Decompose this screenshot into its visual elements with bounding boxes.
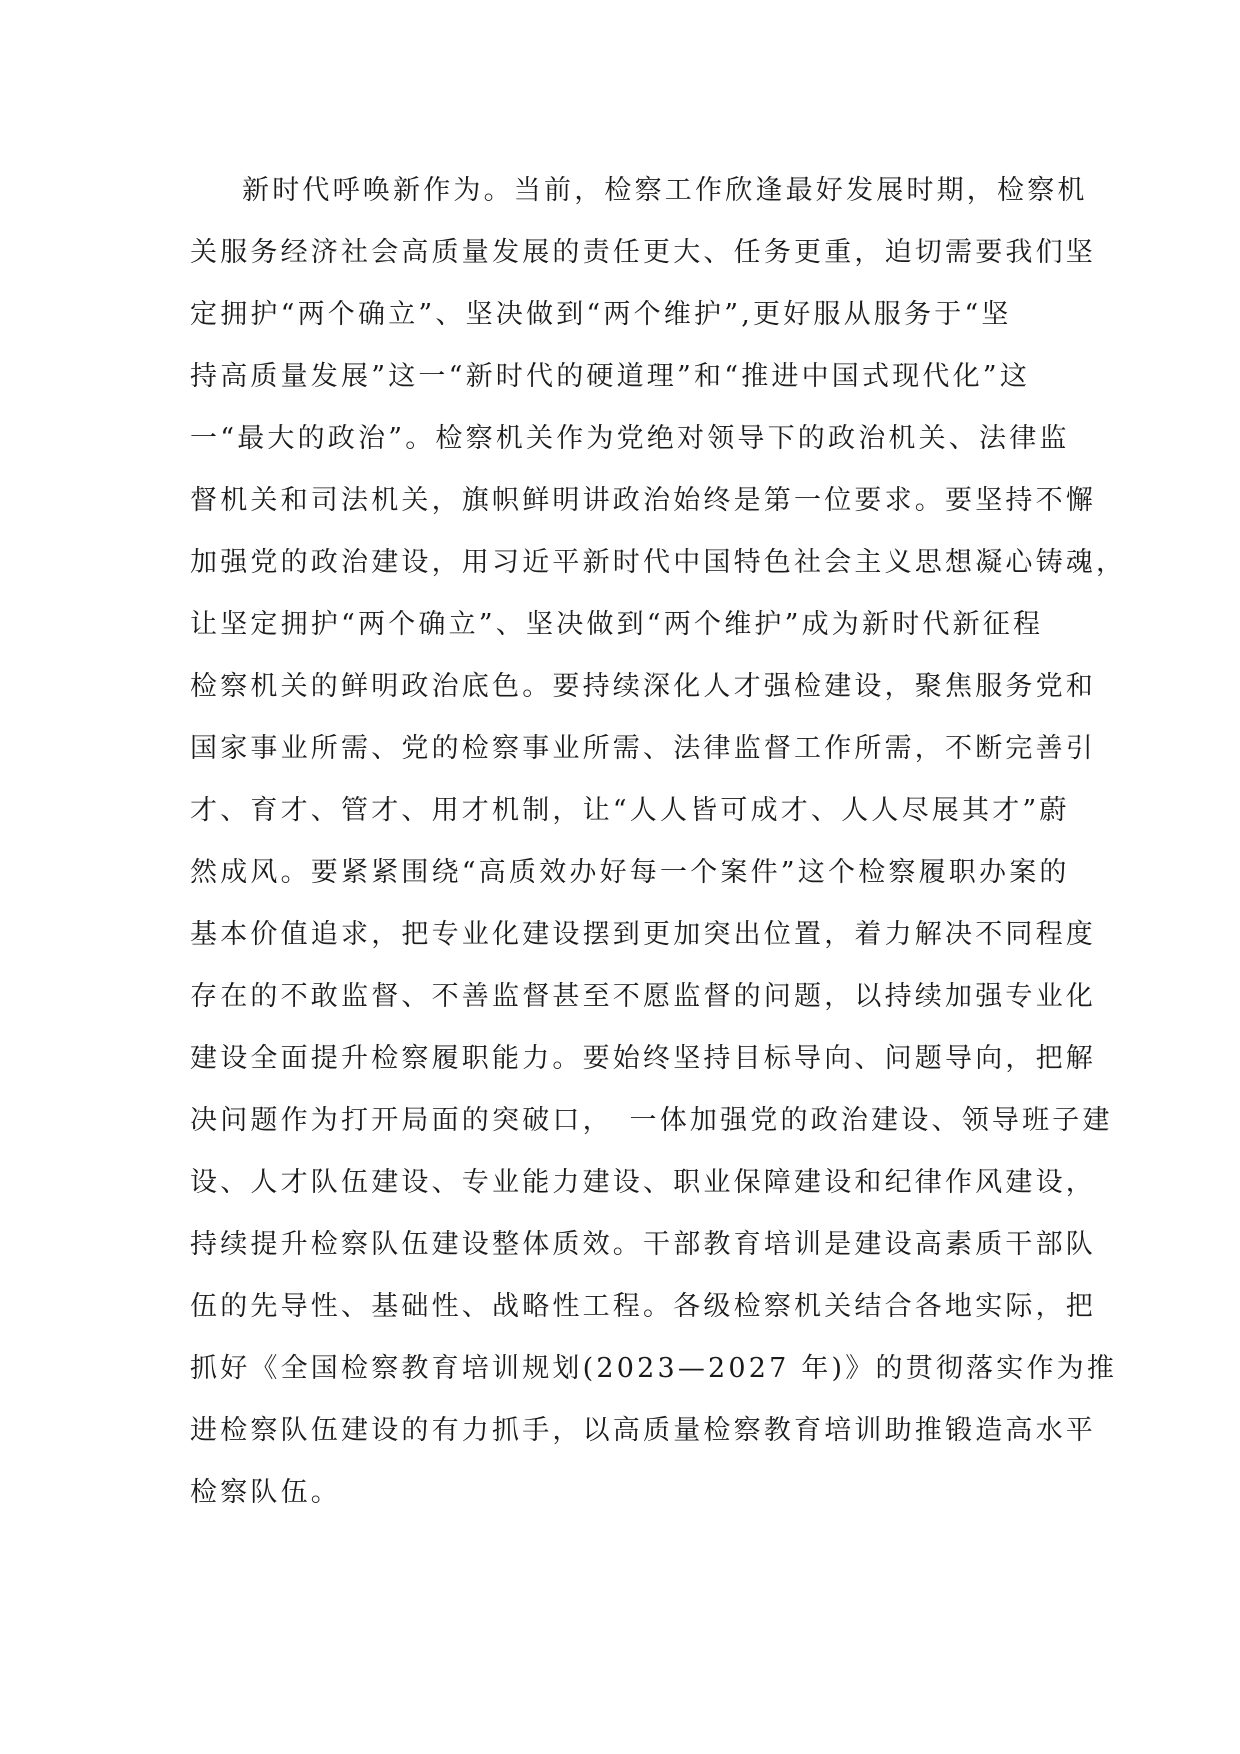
paragraph-line: 持续提升检察队伍建设整体质效。干部教育培训是建设高素质干部队	[190, 1229, 1096, 1260]
paragraph-line: 新时代呼唤新作为。当前，检察工作欣逢最好发展时期，检察机	[242, 175, 1088, 206]
paragraph-line: 检察机关的鲜明政治底色。要持续深化人才强检建设，聚焦服务党和	[190, 671, 1096, 702]
paragraph-line: 设、人才队伍建设、专业能力建设、职业保障建设和纪律作风建设，	[190, 1167, 1096, 1198]
paragraph-line: 存在的不敢监督、不善监督甚至不愿监督的问题，以持续加强专业化	[190, 981, 1096, 1012]
paragraph-line: 进检察队伍建设的有力抓手，以高质量检察教育培训助推锻造高水平	[190, 1415, 1096, 1446]
paragraph-line: 加强党的政治建设，用习近平新时代中国特色社会主义思想凝心铸魂，	[190, 547, 1127, 578]
paragraph-line: 关服务经济社会高质量发展的责任更大、任务更重，迫切需要我们坚	[190, 237, 1096, 268]
paragraph-line: 让坚定拥护“两个确立”、坚决做到“两个维护”成为新时代新征程	[190, 609, 1044, 640]
paragraph-line: 伍的先导性、基础性、战略性工程。各级检察机关结合各地实际，把	[190, 1291, 1096, 1322]
paragraph-line: 才、育才、管才、用才机制，让“人人皆可成才、人人尽展其才”蔚	[190, 795, 1070, 826]
paragraph-line: 检察队伍。	[190, 1477, 341, 1508]
paragraph-line: 一“最大的政治”。检察机关作为党绝对领导下的政治机关、法律监	[190, 423, 1070, 454]
paragraph-line: 建设全面提升检察履职能力。要始终坚持目标导向、问题导向，把解	[190, 1043, 1096, 1074]
paragraph-line: 抓好《全国检察教育培训规划(2023—2027 年)》的贯彻落实作为推	[190, 1353, 1118, 1384]
body-paragraph	[190, 160, 1127, 1524]
paragraph-line: 基本价值追求，把专业化建设摆到更加突出位置，着力解决不同程度	[190, 919, 1096, 950]
paragraph-line: 然成风。要紧紧围绕“高质效办好每一个案件”这个检察履职办案的	[190, 857, 1070, 888]
paragraph-line: 持高质量发展”这一“新时代的硬道理”和“推进中国式现代化”这	[190, 361, 1031, 392]
paragraph-line: 督机关和司法机关，旗帜鲜明讲政治始终是第一位要求。要坚持不懈	[190, 485, 1096, 516]
paragraph-line: 国家事业所需、党的检察事业所需、法律监督工作所需，不断完善引	[190, 733, 1096, 764]
paragraph-line: 定拥护“两个确立”、坚决做到“两个维护”,更好服从服务于“坚	[190, 299, 1012, 330]
paragraph-line: 决问题作为打开局面的突破口， 一体加强党的政治建设、领导班子建	[190, 1105, 1113, 1136]
